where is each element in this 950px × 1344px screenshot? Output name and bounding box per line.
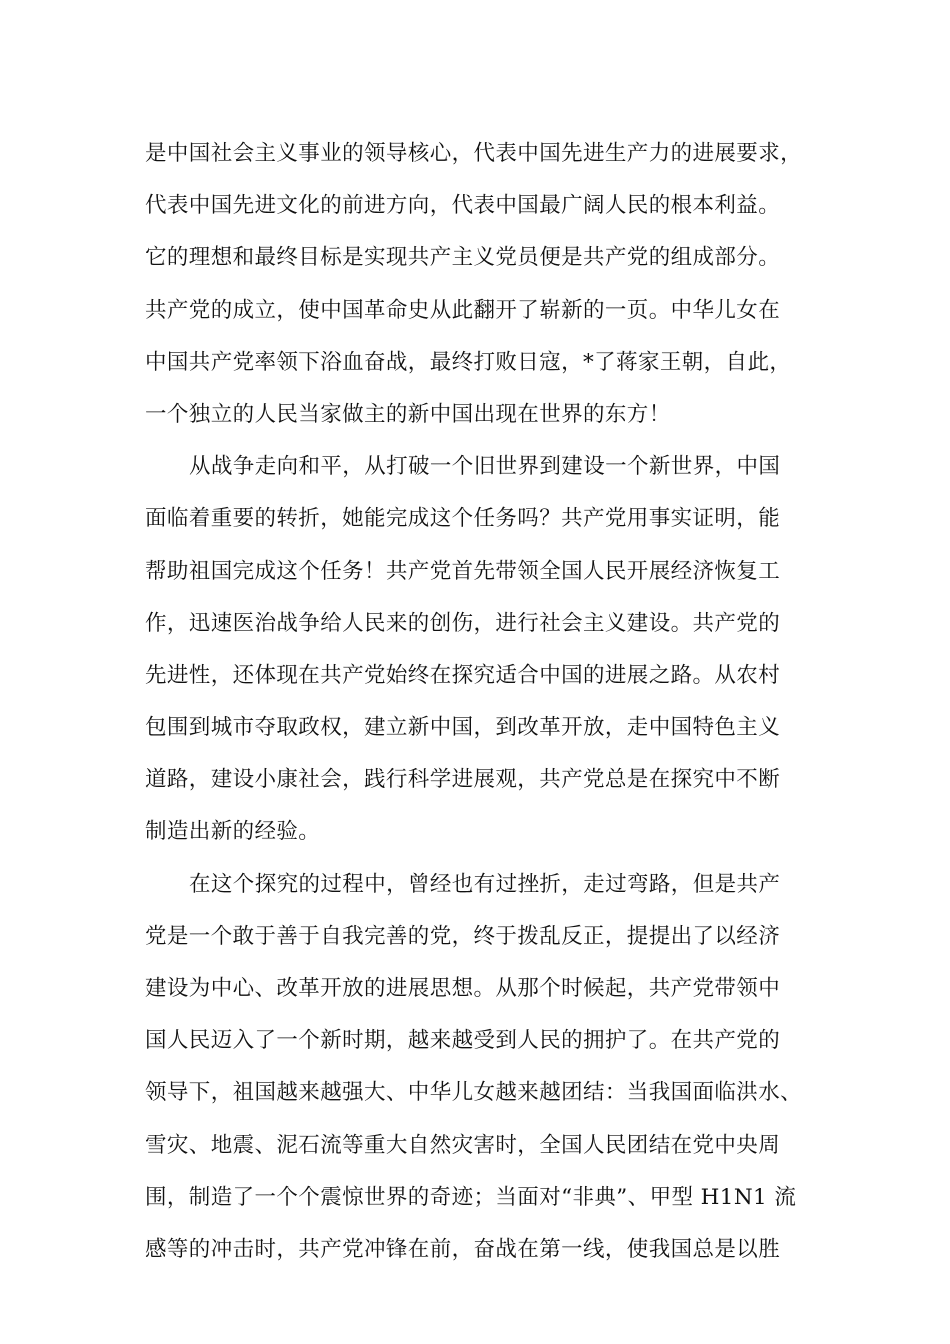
text-line: 先进性，还体现在共产党始终在探究适合中国的进展之路。从农村 bbox=[145, 662, 781, 688]
text-line: 作，迅速医治战争给人民来的创伤，进行社会主义建设。共产党的 bbox=[145, 610, 781, 636]
paragraph-1 bbox=[145, 128, 845, 441]
text-line: 从战争走向和平，从打破一个旧世界到建设一个新世界，中国 bbox=[189, 454, 781, 480]
text-line: 它的理想和最终目标是实现共产主义党员便是共产党的组成部分。 bbox=[145, 245, 781, 271]
text-line: 党是一个敢于善于自我完善的党，终于拨乱反正，提提出了以经济 bbox=[145, 923, 781, 949]
text-line: 雪灾、地震、泥石流等重大自然灾害时，全国人民团结在党中央周 bbox=[145, 1132, 781, 1158]
text-line: 建设为中心、改革开放的进展思想。从那个时候起，共产党带领中 bbox=[145, 976, 781, 1001]
text-line: 一个独立的人民当家做主的新中国出现在世界的东方！ bbox=[145, 401, 671, 427]
text-line: 中国共产党率领下浴血奋战，最终打败日寇，*了蒋家王朝，自此， bbox=[145, 349, 792, 375]
text-line: 帮助祖国完成这个任务！共产党首先带领全国人民开展经济恢复工 bbox=[145, 558, 781, 584]
paragraph-3 bbox=[145, 859, 845, 1277]
text-line: 感等的冲击时，共产党冲锋在前，奋战在第一线，使我国总是以胜 bbox=[145, 1236, 781, 1262]
body-text bbox=[145, 128, 845, 1276]
text-line: 是中国社会主义事业的领导核心，代表中国先进生产力的进展要求， bbox=[145, 141, 803, 166]
text-line: 代表中国先进文化的前进方向，代表中国最广阔人民的根本利益。 bbox=[145, 193, 781, 219]
text-line: 领导下，祖国越来越强大、中华儿女越来越团结：当我国面临洪水、 bbox=[145, 1080, 803, 1106]
text-line: 制造出新的经验。 bbox=[145, 819, 321, 845]
text-line: 国人民迈入了一个新时期，越来越受到人民的拥护了。在共产党的 bbox=[145, 1028, 781, 1054]
paragraph-2 bbox=[145, 441, 845, 859]
text-line: 包围到城市夺取政权，建立新中国，到改革开放，走中国特色主义 bbox=[145, 715, 781, 741]
text-line: 围，制造了一个个震惊世界的奇迹；当面对“非典”、甲型 H1N1 流 bbox=[145, 1184, 797, 1210]
text-line: 面临着重要的转折，她能完成这个任务吗？共产党用事实证明，能 bbox=[145, 506, 781, 532]
text-line: 在这个探究的过程中，曾经也有过挫折，走过弯路，但是共产 bbox=[189, 871, 781, 897]
text-line: 道路，建设小康社会，践行科学进展观，共产党总是在探究中不断 bbox=[145, 767, 781, 793]
text-line: 共产党的成立，使中国革命史从此翻开了崭新的一页。中华儿女在 bbox=[145, 297, 781, 323]
